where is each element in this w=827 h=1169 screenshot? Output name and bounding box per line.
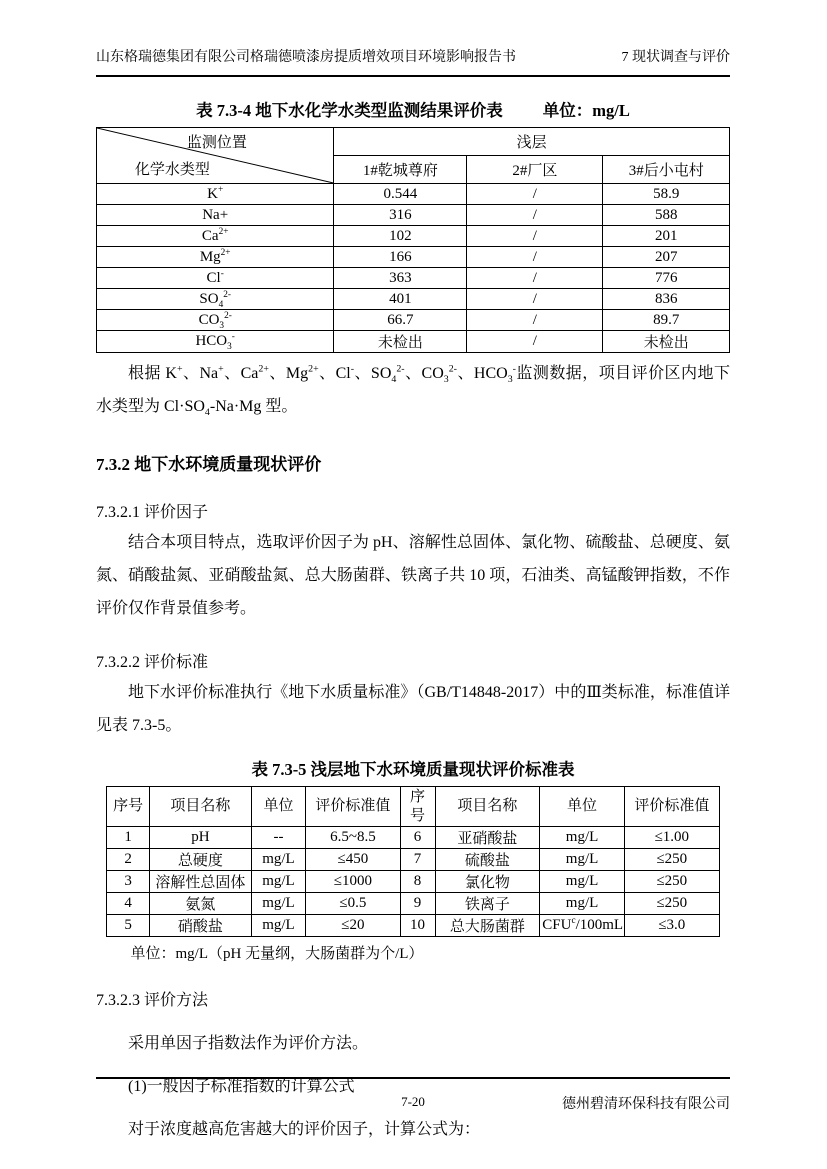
header-right-chapter: 7 现状调查与评价: [621, 50, 730, 65]
value-cell: /: [467, 289, 603, 310]
value-cell: 7: [400, 849, 435, 871]
value-cell: 89.7: [603, 310, 730, 331]
col-header-no-1: 序号: [107, 787, 150, 827]
value-cell: --: [251, 827, 306, 849]
standard-values-table: [106, 786, 720, 937]
value-cell: mg/L: [251, 893, 306, 915]
value-cell: mg/L: [540, 871, 625, 893]
value-cell: 2: [107, 849, 150, 871]
value-cell: 58.9: [603, 184, 730, 205]
value-cell: 8: [400, 871, 435, 893]
table-row: [97, 331, 730, 353]
section-heading-7322: 7.3.2.2 评价标准: [96, 654, 209, 671]
value-cell: 166: [334, 247, 467, 268]
site-header-1: 1#乾城尊府: [334, 156, 467, 184]
formula-desc-paragraph: 对于浓度越高危害越大的评价因子，计算公式为：: [128, 1121, 481, 1138]
value-cell: /: [467, 247, 603, 268]
site-header-3: 3#后小屯村: [603, 156, 730, 184]
col-header-value-1: 评价标准值: [306, 787, 400, 827]
page-header: [96, 46, 730, 77]
section-heading-732: 7.3.2 地下水环境质量现状评价: [96, 455, 322, 474]
layer-header-cell: 浅层: [334, 128, 730, 156]
value-cell: 总大肠菌群: [435, 915, 540, 937]
value-cell: ≤20: [306, 915, 400, 937]
ion-cell: $SO_4^{2-}$: [97, 289, 334, 310]
value-cell: 9: [400, 893, 435, 915]
table-row: [97, 184, 730, 205]
table-row: [97, 226, 730, 247]
value-cell: 776: [603, 268, 730, 289]
table-row: [107, 849, 720, 871]
value-cell: mg/L: [540, 893, 625, 915]
table1-title: [96, 97, 730, 121]
value-cell: ≤1000: [306, 871, 400, 893]
value-cell: 588: [603, 205, 730, 226]
diagonal-top-label: 监测位置: [186, 135, 247, 151]
table-row: [107, 893, 720, 915]
col-header-value-2: 评价标准值: [624, 787, 719, 827]
value-cell: 363: [334, 268, 467, 289]
diagonal-bottom-label: 化学水类型: [134, 162, 210, 178]
value-cell: /: [467, 331, 603, 353]
table1-header-row-1: [97, 128, 730, 156]
value-cell: mg/L: [540, 849, 625, 871]
value-cell: 0.544: [334, 184, 467, 205]
value-cell: pH: [150, 827, 252, 849]
value-cell: mg/L: [540, 827, 625, 849]
table2-body: [107, 827, 720, 937]
value-cell: 836: [603, 289, 730, 310]
evaluation-factors-paragraph: 结合本项目特点，选取评价因子为 pH、溶解性总固体、氯化物、硫酸盐、总硬度、氨氮、硝酸盐氮、亚硝酸盐氮、总大肠菌群、铁离子共 10 项，石油类、高锰酸钾指数，不作评价仅作背景值参考。: [96, 534, 730, 617]
table-row: [97, 268, 730, 289]
value-cell: 201: [603, 226, 730, 247]
value-cell: ≤250: [624, 871, 719, 893]
value-cell: /: [467, 310, 603, 331]
table1-body: [97, 184, 730, 353]
value-cell: ≤0.5: [306, 893, 400, 915]
value-cell: 207: [603, 247, 730, 268]
table2-note: 单位：mg/L（pH 无量纲，大肠菌群为个/L）: [130, 946, 424, 962]
formula-title-paragraph: (1)一般因子标准指数的计算公式: [128, 1078, 355, 1095]
col-header-item-2: 项目名称: [435, 787, 540, 827]
value-cell: 316: [334, 205, 467, 226]
value-cell: 6: [400, 827, 435, 849]
value-cell: ≤450: [306, 849, 400, 871]
ion-cell: $Ca^{2+}$: [97, 226, 334, 247]
value-cell: 硫酸盐: [435, 849, 540, 871]
value-cell: 亚硝酸盐: [435, 827, 540, 849]
table-row: [107, 827, 720, 849]
col-header-unit-2: 单位: [540, 787, 625, 827]
value-cell: 10: [400, 915, 435, 937]
value-cell: 102: [334, 226, 467, 247]
value-cell: 未检出: [603, 331, 730, 353]
value-cell: /: [467, 205, 603, 226]
footer-company: 德州碧清环保科技有限公司: [562, 1097, 730, 1112]
table2-header-row: [107, 787, 720, 827]
evaluation-standard-paragraph: 地下水评价标准执行《地下水质量标准》（GB/T14848-2017）中的Ⅲ类标准，标准值详见表 7.3-5。: [96, 684, 730, 734]
value-cell: /: [467, 226, 603, 247]
ion-cell: Na+: [97, 205, 334, 226]
water-type-table: [96, 127, 730, 353]
value-cell: 4: [107, 893, 150, 915]
page-footer: [96, 1077, 730, 1119]
value-cell: 硝酸盐: [150, 915, 252, 937]
ion-cell: $CO_3^{2-}$: [97, 310, 334, 331]
value-cell: mg/L: [251, 871, 306, 893]
table-row: [97, 289, 730, 310]
value-cell: 1: [107, 827, 150, 849]
value-cell: 401: [334, 289, 467, 310]
value-cell: ≤250: [624, 849, 719, 871]
value-cell: mg/L: [251, 849, 306, 871]
value-cell: ≤1.00: [624, 827, 719, 849]
value-cell: 3: [107, 871, 150, 893]
value-cell: 总硬度: [150, 849, 252, 871]
value-cell: 6.5~8.5: [306, 827, 400, 849]
value-cell: CFU$^c$/100mL: [540, 915, 625, 937]
value-cell: /: [467, 268, 603, 289]
value-cell: 未检出: [334, 331, 467, 353]
table-row: [107, 915, 720, 937]
table-row: [97, 205, 730, 226]
ion-cell: K+: [97, 184, 334, 205]
header-left-title: 山东格瑞德集团有限公司格瑞德喷漆房提质增效项目环境影响报告书: [96, 50, 516, 65]
table-row: [97, 247, 730, 268]
value-cell: ≤3.0: [624, 915, 719, 937]
ion-cell: $HCO_3^-$: [97, 331, 334, 353]
section-heading-7323: 7.3.2.3 评价方法: [96, 992, 209, 1009]
value-cell: 溶解性总固体: [150, 871, 252, 893]
ion-cell: $Mg^{2+}$: [97, 247, 334, 268]
col-header-no-2: 序号: [400, 787, 435, 827]
ion-cell: Cl-: [97, 268, 334, 289]
section-heading-7321: 7.3.2.1 评价因子: [96, 504, 209, 521]
value-cell: 氯化物: [435, 871, 540, 893]
value-cell: mg/L: [251, 915, 306, 937]
table-row: [107, 871, 720, 893]
table1-title-text: 表 7.3-4 地下水化学水类型监测结果评价表: [196, 101, 503, 120]
table1-unit-label: 单位：mg/L: [542, 101, 630, 120]
value-cell: 5: [107, 915, 150, 937]
col-header-unit-1: 单位: [251, 787, 306, 827]
value-cell: 铁离子: [435, 893, 540, 915]
table-row: [97, 310, 730, 331]
diagonal-header-cell: [97, 128, 334, 184]
value-cell: 66.7: [334, 310, 467, 331]
value-cell: ≤250: [624, 893, 719, 915]
method-paragraph: 采用单因子指数法作为评价方法。: [128, 1035, 369, 1052]
col-header-item-1: 项目名称: [150, 787, 252, 827]
value-cell: /: [467, 184, 603, 205]
page-number: 7-20: [401, 1094, 425, 1109]
site-header-2: 2#厂区: [467, 156, 603, 184]
value-cell: 氨氮: [150, 893, 252, 915]
table2-title: 表 7.3-5 浅层地下水环境质量现状评价标准表: [251, 760, 575, 779]
groundwater-type-paragraph: 根据 K+、Na+、$Ca^{2+}$、$Mg^{2+}$、Cl-、$SO_4^{2-}$、$CO_3^{2-}$、$HCO_3^-$监测数据，项目评价区内地下水类型为 $Cl\cdot SO_4-Na\cdot Mg$ 型。: [96, 363, 730, 419]
